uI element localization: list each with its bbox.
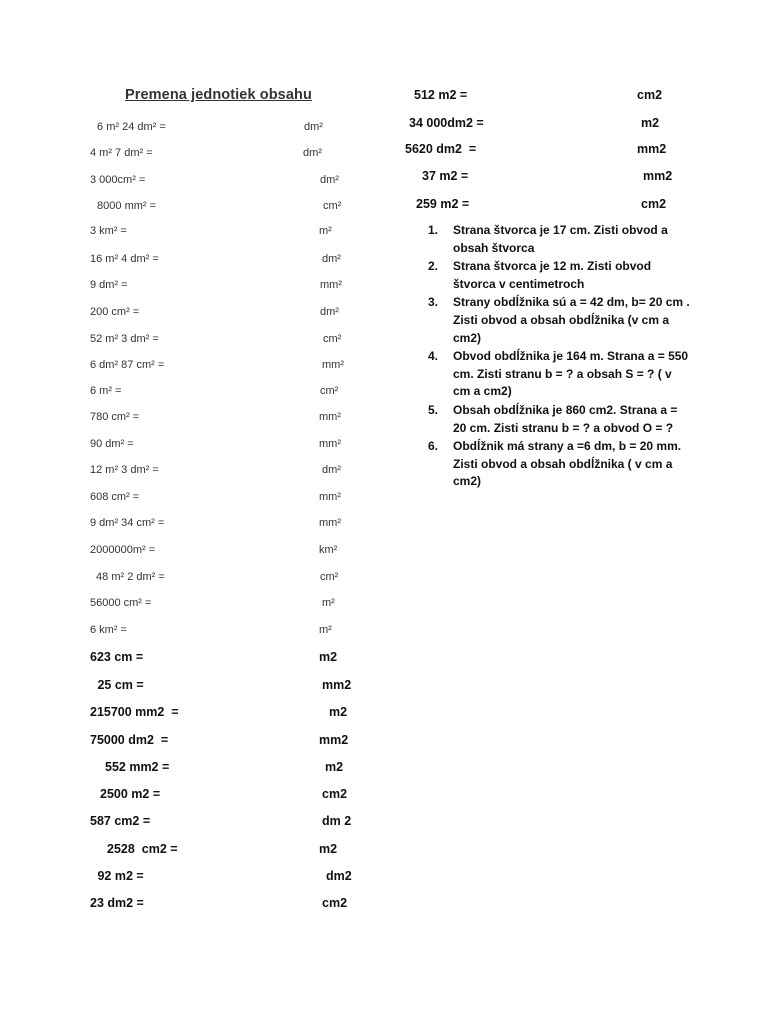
target-unit: m2 [319,842,338,856]
target-unit: m2 [319,650,338,664]
exercise-expression: 6 m² = [90,385,122,397]
exercise-expression: 56000 cm² = [90,597,152,609]
exercise-expression: 259 m2 = [416,197,470,211]
exercise-expression: 25 cm = [94,678,144,692]
target-unit: cm² [323,333,342,345]
word-problem-text: Strany obdĺžnika sú a = 42 dm, b= 20 cm . Zisti obvod a obsah obdĺžnika (v cm a cm2) [453,295,690,345]
target-unit: dm² [322,253,341,265]
exercise-expression: 92 m2 = [94,869,144,883]
exercise-expression: 623 cm = [90,650,144,664]
exercise-expression: 608 cm² = [90,491,140,503]
target-unit: mm2 [637,142,667,156]
exercise-expression: 552 mm2 = [105,760,170,774]
word-problem-text: Obdĺžnik má strany a =6 dm, b = 20 mm. Zisti obvod a obsah obdĺžnika ( v cm a cm2) [453,439,682,489]
exercise-expression: 215700 mm2 = [90,705,179,719]
target-unit: mm² [322,359,344,371]
target-unit: mm² [319,411,341,423]
target-unit: m² [319,624,332,636]
target-unit: mm² [320,279,342,291]
exercise-expression: 48 m² 2 dm² = [93,571,165,583]
exercise-expression: 780 cm² = [90,411,140,423]
exercise-expression: 587 cm2 = [90,814,151,828]
target-unit: dm² [303,147,322,159]
target-unit: dm 2 [322,814,352,828]
exercise-expression: 3 km² = [90,225,127,237]
word-problem-text: Strana štvorca je 12 m. Zisti obvod štvorca v centimetroch [453,259,652,291]
exercise-expression: 9 dm² = [90,279,128,291]
target-unit: mm² [319,517,341,529]
exercise-expression: 90 dm² = [90,438,134,450]
exercise-expression: 16 m² 4 dm² = [90,253,159,265]
exercise-expression: 2528 cm2 = [107,842,178,856]
target-unit: dm² [320,306,339,318]
target-unit: mm2 [319,733,349,747]
page-title: Premena jednotiek obsahu [125,87,312,103]
target-unit: dm² [322,464,341,476]
exercise-expression: 4 m² 7 dm² = [90,147,153,159]
target-unit: mm2 [322,678,352,692]
target-unit: cm² [320,571,339,583]
exercise-expression: 512 m2 = [414,88,468,102]
word-problem-number: 3. [428,295,439,310]
word-problem-text: Obsah obdĺžnika je 860 cm2. Strana a = 20 cm. Zisti stranu b = ? a obvod O = ? [453,402,678,435]
target-unit: km² [319,544,338,556]
target-unit: mm² [319,491,341,503]
target-unit: cm² [320,385,339,397]
target-unit: mm² [319,438,341,450]
target-unit: cm2 [322,787,348,801]
exercise-expression: 8000 mm² = [94,200,157,212]
exercise-expression: 34 000dm2 = [409,116,484,130]
target-unit: m2 [325,760,344,774]
exercise-expression: 2500 m2 = [100,787,161,801]
target-unit: dm² [304,121,323,133]
target-unit: cm2 [641,197,667,211]
target-unit: cm² [323,200,342,212]
target-unit: m² [322,597,335,609]
word-problem-item [428,222,690,257]
word-problem-number: 2. [428,259,439,274]
exercise-expression: 6 m² 24 dm² = [94,121,166,133]
word-problem-number: 4. [428,349,439,364]
exercise-expression: 6 km² = [90,624,127,636]
word-problem-number: 5. [428,402,439,417]
word-problem-item [428,258,690,293]
target-unit: cm2 [322,896,348,910]
exercise-expression: 12 m² 3 dm² = [90,464,159,476]
word-problem-number: 6. [428,439,439,454]
word-problem-number: 1. [428,223,439,237]
word-problem-item [428,294,690,347]
target-unit: m2 [329,705,348,719]
exercise-expression: 5620 dm2 = [405,142,477,156]
target-unit: mm2 [643,169,673,183]
exercise-expression: 23 dm2 = [90,896,144,910]
target-unit: dm² [320,174,339,186]
exercise-expression: 6 dm² 87 cm² = [90,359,165,371]
exercise-expression: 3 000cm² = [90,174,146,186]
target-unit: m2 [641,116,660,130]
exercise-expression: 75000 dm2 = [90,733,169,747]
exercise-expression: 2000000m² = [90,544,156,556]
target-unit: cm2 [637,88,663,102]
word-problem-item [428,348,690,401]
target-unit: m² [319,225,332,237]
word-problem-text: Obvod obdĺžnika je 164 m. Strana a = 550 cm. Zisti stranu b = ? a obsah S = ? ( v cm a cm2) [453,349,689,399]
word-problem-list [428,222,690,492]
word-problem-item [428,438,690,491]
exercise-expression: 9 dm² 34 cm² = [90,517,165,529]
exercise-expression: 200 cm² = [90,306,140,318]
target-unit: dm2 [326,869,352,883]
exercise-expression: 37 m2 = [422,169,469,183]
word-problem-item [428,402,690,437]
word-problem-text: Strana štvorca je 17 cm. Zisti obvod a obsah štvorca [453,223,668,255]
exercise-expression: 52 m² 3 dm² = [90,333,159,345]
